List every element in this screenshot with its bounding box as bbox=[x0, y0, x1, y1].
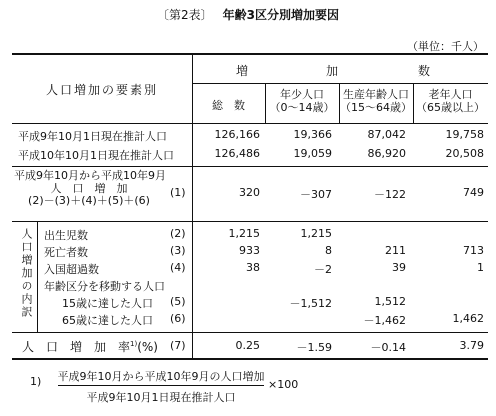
breakdown-net-immigration-total: 38 bbox=[246, 261, 260, 274]
breakdown-reach-15-label: 15歳に達した人口 bbox=[62, 297, 153, 310]
estimate-row-1-label: 平成9年10月1日現在推計人口 bbox=[18, 130, 167, 143]
footnote-numerator: 平成9年10月から平成10年9月の人口増加 bbox=[57, 370, 265, 383]
rate-row-elderly: 3.79 bbox=[459, 339, 484, 352]
breakdown-reach-65-elderly: 1,462 bbox=[452, 312, 484, 325]
rate-row-num: (7) bbox=[170, 339, 186, 352]
breakdown-deaths-youth: 8 bbox=[325, 244, 332, 257]
increase-row-working: －122 bbox=[374, 188, 406, 201]
header-total: 総 数 bbox=[212, 99, 245, 112]
increase-row-total: 320 bbox=[239, 186, 260, 199]
increase-row-period: 平成9年10月から平成10年9月 bbox=[14, 169, 166, 182]
table-number: 〔第2表〕 bbox=[157, 8, 213, 22]
increase-row-formula: (2)－(3)＋(4)＋(5)＋(6) bbox=[28, 194, 150, 208]
footnote-mark: 1) bbox=[30, 375, 42, 388]
footnote-multiplier: ×100 bbox=[268, 378, 299, 391]
breakdown-net-immigration-working: 39 bbox=[392, 261, 406, 274]
header-elderly-range: （65歳以上） bbox=[416, 100, 485, 114]
header-factor: 人口増加の要素別 bbox=[45, 83, 158, 97]
header-youth-range: （0～14歳） bbox=[269, 100, 335, 114]
breakdown-deaths-working: 211 bbox=[385, 244, 406, 257]
increase-row-label bbox=[14, 170, 164, 208]
breakdown-reach-65-label: 65歳に達した人口 bbox=[62, 314, 153, 327]
header-working-name: 生産年齢人口 bbox=[343, 88, 409, 101]
breakdown-deaths-label: 死亡者数 bbox=[44, 246, 88, 259]
breakdown-reach-15-num: (5) bbox=[170, 295, 186, 308]
rate-row-unit: (%) bbox=[137, 340, 158, 354]
rule-increase-bottom bbox=[12, 221, 488, 222]
breakdown-reach-15-working: 1,512 bbox=[374, 295, 406, 308]
rule-breakdown-side bbox=[37, 221, 38, 332]
footnote-fraction-bar bbox=[58, 385, 264, 386]
breakdown-net-immigration-label: 入国超過数 bbox=[44, 263, 99, 276]
estimate-row-2-elderly: 20,508 bbox=[445, 147, 484, 160]
header-working bbox=[339, 89, 413, 114]
unit-label: （単位：千人） bbox=[407, 40, 484, 53]
rate-row-total: 0.25 bbox=[235, 339, 260, 352]
breakdown-reach-15-youth: －1,512 bbox=[289, 297, 332, 310]
table-title bbox=[0, 6, 496, 23]
breakdown-net-immigration-elderly: 1 bbox=[477, 261, 484, 274]
estimate-row-1-elderly: 19,758 bbox=[445, 128, 484, 141]
estimate-row-2-label: 平成10年10月1日現在推計人口 bbox=[18, 149, 174, 162]
rule-header-bottom bbox=[12, 123, 488, 124]
estimate-row-2-youth: 19,059 bbox=[293, 147, 332, 160]
header-elderly bbox=[413, 89, 488, 114]
header-elderly-name: 老年人口 bbox=[428, 88, 473, 101]
header-working-range: （15～64歳） bbox=[340, 100, 412, 114]
breakdown-reach-65-working: －1,462 bbox=[363, 314, 406, 327]
increase-row-title: 人 口 増 加 bbox=[50, 181, 128, 195]
header-increase-2: 加 bbox=[326, 64, 339, 78]
breakdown-net-immigration-youth: －2 bbox=[314, 263, 332, 276]
increase-row-youth: －307 bbox=[300, 188, 332, 201]
rate-row-working: －0.14 bbox=[370, 341, 406, 354]
breakdown-net-immigration-num: (4) bbox=[170, 261, 186, 274]
rule-estimates-bottom bbox=[12, 166, 488, 167]
increase-row-elderly: 749 bbox=[463, 186, 484, 199]
estimate-row-2-working: 86,920 bbox=[367, 147, 406, 160]
header-increase-1: 増 bbox=[236, 64, 249, 78]
breakdown-births-label: 出生児数 bbox=[44, 229, 88, 242]
rate-row-title: 人 口 増 加 率 bbox=[22, 340, 131, 354]
breakdown-deaths-elderly: 713 bbox=[463, 244, 484, 257]
breakdown-deaths-num: (3) bbox=[170, 244, 186, 257]
breakdown-births-total: 1,215 bbox=[228, 227, 260, 240]
breakdown-deaths-total: 933 bbox=[239, 244, 260, 257]
rate-row-footnote-ref: 1) bbox=[130, 340, 138, 348]
breakdown-births-youth: 1,215 bbox=[300, 227, 332, 240]
rule-top bbox=[12, 53, 488, 55]
header-increase-3: 数 bbox=[418, 64, 431, 78]
estimate-row-1-working: 87,042 bbox=[367, 128, 406, 141]
table-title-text: 年齢3区分別増加要因 bbox=[222, 8, 339, 22]
breakdown-age-shift-label: 年齢区分を移動する人口 bbox=[44, 280, 165, 293]
breakdown-reach-65-num: (6) bbox=[170, 312, 186, 325]
estimate-row-2-total: 126,486 bbox=[214, 147, 260, 160]
rate-row-label bbox=[22, 338, 158, 355]
rule-bottom bbox=[12, 358, 488, 360]
estimate-row-1-total: 126,166 bbox=[214, 128, 260, 141]
breakdown-label: 人口増加の内訳 bbox=[20, 228, 33, 319]
rule-breakdown-bottom bbox=[12, 332, 488, 333]
rule-header-mid bbox=[192, 83, 488, 84]
breakdown-births-num: (2) bbox=[170, 227, 186, 240]
increase-row-num: (1) bbox=[170, 186, 186, 199]
estimate-row-1-youth: 19,366 bbox=[293, 128, 332, 141]
header-youth-name: 年少人口 bbox=[280, 88, 324, 101]
footnote-denominator: 平成9年10月1日現在推計人口 bbox=[86, 391, 236, 404]
rate-row-youth: －1.59 bbox=[296, 341, 332, 354]
header-youth bbox=[265, 89, 339, 114]
